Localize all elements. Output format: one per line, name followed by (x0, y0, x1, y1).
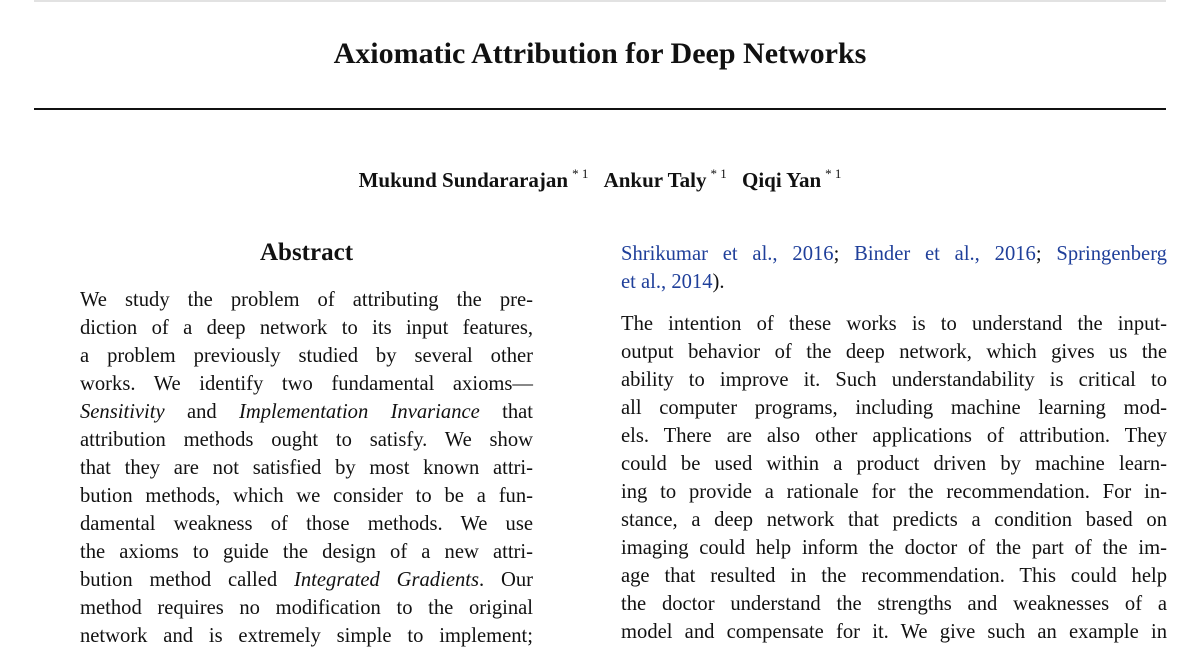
author (604, 160, 727, 194)
author (359, 160, 589, 194)
abstract-heading: Abstract (259, 239, 354, 266)
abstract-line: works. We identify two fundamental axioms— (80, 373, 533, 395)
author (742, 160, 841, 194)
body-line: ing to provide a rationale for the recommendation. For in- (621, 481, 1167, 503)
abstract-line: damental weakness of those methods. We use (80, 513, 533, 535)
citation-line: et al., 2014). (621, 271, 725, 293)
body-line: stance, a deep network that predicts a condition based on (621, 509, 1167, 531)
citation-link[interactable]: Binder et al., 2016 (854, 243, 1036, 265)
abstract-line: method requires no modification to the original (80, 597, 533, 619)
term-sensitivity: Sensitivity (80, 401, 165, 423)
term-implementation-invariance: Implementation Invariance (239, 401, 480, 423)
abstract-line: Sensitivity and Implementation Invariance that (80, 401, 533, 423)
abstract-line: attribution methods ought to satisfy. We show (80, 429, 533, 451)
citation-link[interactable]: Shrikumar et al., 2016 (621, 243, 834, 265)
abstract-line: network and is extremely simple to implement; (80, 625, 533, 647)
author-list (0, 160, 1200, 194)
author-affiliation-mark: * 1 (825, 166, 842, 181)
author-affiliation-mark: * 1 (710, 166, 727, 181)
author-name: Mukund Sundararajan (358, 168, 569, 192)
author-name: Qiqi Yan (742, 168, 822, 192)
body-line: els. There are also other applications of attribution. They (621, 425, 1167, 447)
body-line: age that resulted in the recommendation. This could help (621, 565, 1167, 587)
citation-link[interactable]: et al., 2014 (621, 271, 713, 293)
abstract-line: that they are not satisfied by most known attri- (80, 457, 533, 479)
abstract-line: bution methods, which we consider to be a fun- (80, 485, 533, 507)
abstract-line: a problem previously studied by several other (80, 345, 533, 367)
abstract-line: diction of a deep network to its input features, (80, 317, 533, 339)
term-integrated-gradients: Integrated Gradients (294, 569, 480, 591)
body-line: The intention of these works is to understand the input- (621, 313, 1167, 335)
citation-link[interactable]: Springenberg (1056, 243, 1167, 265)
intro-body (621, 240, 1167, 646)
body-line: all computer programs, including machine learning mod- (621, 397, 1167, 419)
body-line: ability to improve it. Such understandability is critical to (621, 369, 1167, 391)
body-line: the doctor understand the strengths and weaknesses of a (621, 593, 1167, 615)
title-rule (34, 108, 1166, 110)
body-line: could be used within a product driven by machine learn- (621, 453, 1167, 475)
body-line: output behavior of the deep network, which gives us the (621, 341, 1167, 363)
citation-line: Shrikumar et al., 2016; Binder et al., 2016; Springenberg (621, 243, 1167, 265)
author-affiliation-mark: * 1 (572, 166, 589, 181)
abstract-line: We study the problem of attributing the pre- (80, 289, 533, 311)
abstract-line: the axioms to guide the design of a new attri- (80, 541, 533, 563)
body-line: imaging could help inform the doctor of the part of the im- (621, 537, 1167, 559)
author-name: Ankur Taly (603, 168, 707, 192)
body-line: model and compensate for it. We give such an example in (621, 621, 1167, 643)
top-rule (34, 0, 1166, 2)
paper-title: Axiomatic Attribution for Deep Networks (333, 37, 867, 70)
abstract-body (80, 286, 533, 650)
abstract-line: bution method called Integrated Gradients. Our (80, 569, 534, 591)
